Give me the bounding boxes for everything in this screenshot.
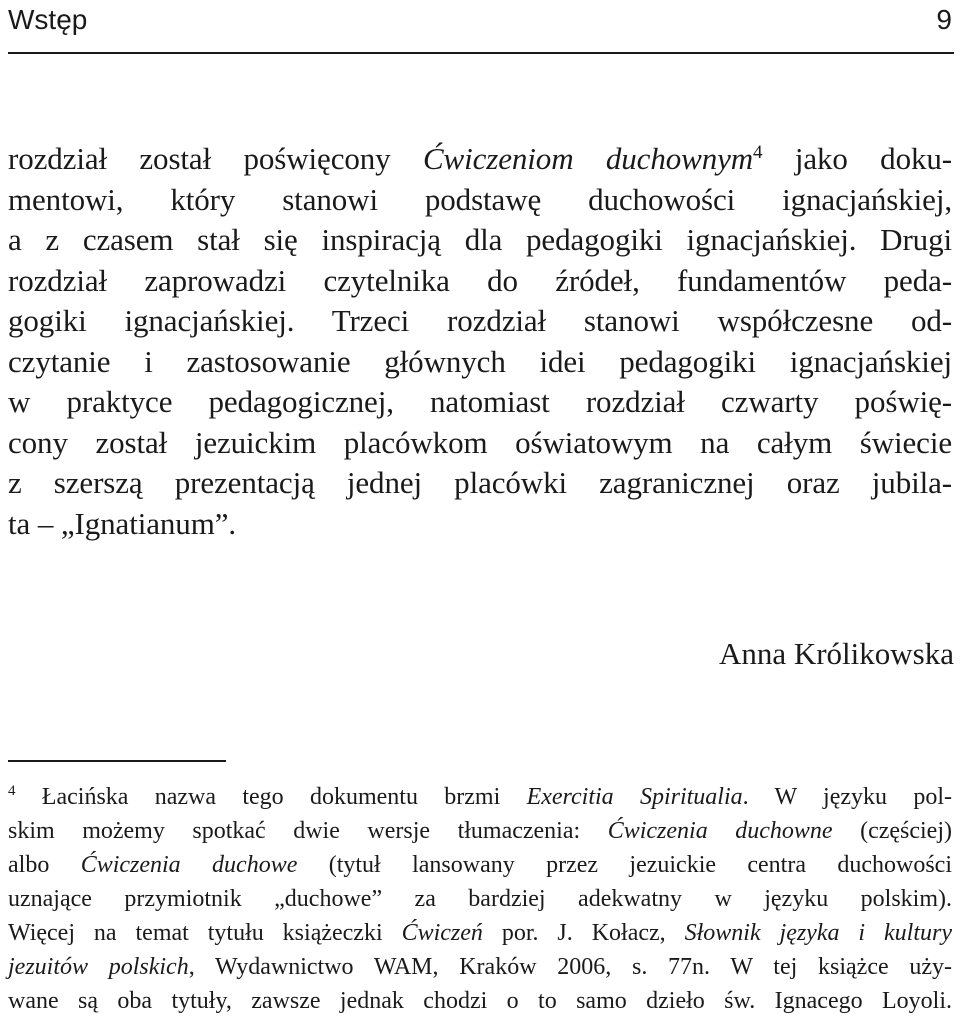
text-line: [8, 342, 952, 383]
text-run: (tytuł lansowany przez jezuickie centra duchowości: [297, 852, 952, 878]
footnote-line: [8, 916, 952, 950]
footnote-line: [8, 780, 952, 814]
text-line: [8, 301, 952, 342]
text-line: [8, 423, 952, 464]
text-line: [8, 220, 952, 261]
footnote-marker: 4: [8, 783, 16, 799]
footnote-line: [8, 950, 952, 984]
italic-title: Słownik języka i kultury: [684, 920, 953, 946]
text-run: , Wydawnictwo WAM, Kraków 2006, s. 77n. W tej książce uży-: [188, 954, 953, 980]
footnote-line: [8, 848, 952, 882]
italic-title: Ćwiczenia duchowne: [607, 818, 833, 844]
footnote: [8, 780, 952, 1018]
text-run: (częściej): [832, 818, 952, 844]
text-line: [8, 261, 952, 302]
text-run: por. J. Kołacz,: [482, 920, 685, 946]
text-run: w praktyce pedagogicznej, natomiast rozdział czwarty poświę-: [8, 384, 952, 419]
text-run: albo: [8, 852, 81, 878]
text-run: skim możemy spotkać dwie wersje tłumaczenia:: [8, 818, 608, 844]
text-line: [8, 463, 952, 504]
text-line: [8, 139, 952, 180]
header-rule: [8, 52, 954, 54]
text-run: z szerszą prezentacją jednej placówki zagranicznej oraz jubila-: [8, 465, 952, 500]
text-run: wane są oba tytuły, zawsze jednak chodzi o to samo dzieło św. Ignacego Loyoli.: [8, 988, 952, 1014]
text-run: gogiki ignacjańskiej. Trzeci rozdział stanowi współczesne od-: [8, 303, 952, 338]
footnote-line: [8, 814, 952, 848]
text-run: rozdział zaprowadzi czytelnika do źródeł, fundamentów peda-: [8, 262, 952, 298]
text-line: [8, 382, 952, 423]
text-run: ta – „Ignatianum”.: [8, 505, 237, 541]
footnote-line: [8, 984, 952, 1018]
text-run: . W języku pol-: [742, 784, 952, 810]
text-run: Więcej na temat tytułu książeczki: [8, 920, 402, 946]
italic-title: Ćwiczeń: [401, 920, 483, 946]
text-run: mentowi, który stanowi podstawę duchowości ignacjańskiej,: [8, 181, 952, 217]
footnote-marker: 4: [753, 142, 763, 163]
chapter-title: Wstęp: [8, 4, 88, 35]
footnote-line: [8, 882, 952, 916]
text-run: a z czasem stał się inspiracją dla pedagogiki ignacjańskiej. Drugi: [8, 222, 952, 257]
text-run: rozdział został poświęcony: [8, 141, 423, 176]
body-paragraph: [8, 139, 952, 544]
text-run: uznające przymiotnik „duchowe” za bardziej adekwatny w języku polskim).: [8, 886, 952, 912]
text-line: [8, 504, 952, 545]
page-number: 9: [936, 4, 952, 35]
text-run: Łacińska nazwa tego dokumentu brzmi: [15, 784, 527, 810]
italic-title: jezuitów polskich: [8, 954, 189, 980]
running-head: [8, 0, 952, 40]
italic-title: Ćwiczenia duchowe: [80, 852, 298, 878]
footnote-rule: [8, 760, 226, 762]
italic-title: Ćwiczeniom duchownym: [422, 141, 754, 176]
text-run: cony został jezuickim placówkom oświatowym na całym świecie: [8, 424, 952, 460]
italic-title: Exercitia Spiritualia: [526, 784, 743, 810]
text-run: jako doku-: [762, 141, 952, 176]
author-signature: Anna Królikowska: [718, 636, 954, 671]
text-line: [8, 180, 952, 221]
text-run: czytanie i zastosowanie głównych idei pedagogiki ignacjańskiej: [8, 343, 952, 379]
